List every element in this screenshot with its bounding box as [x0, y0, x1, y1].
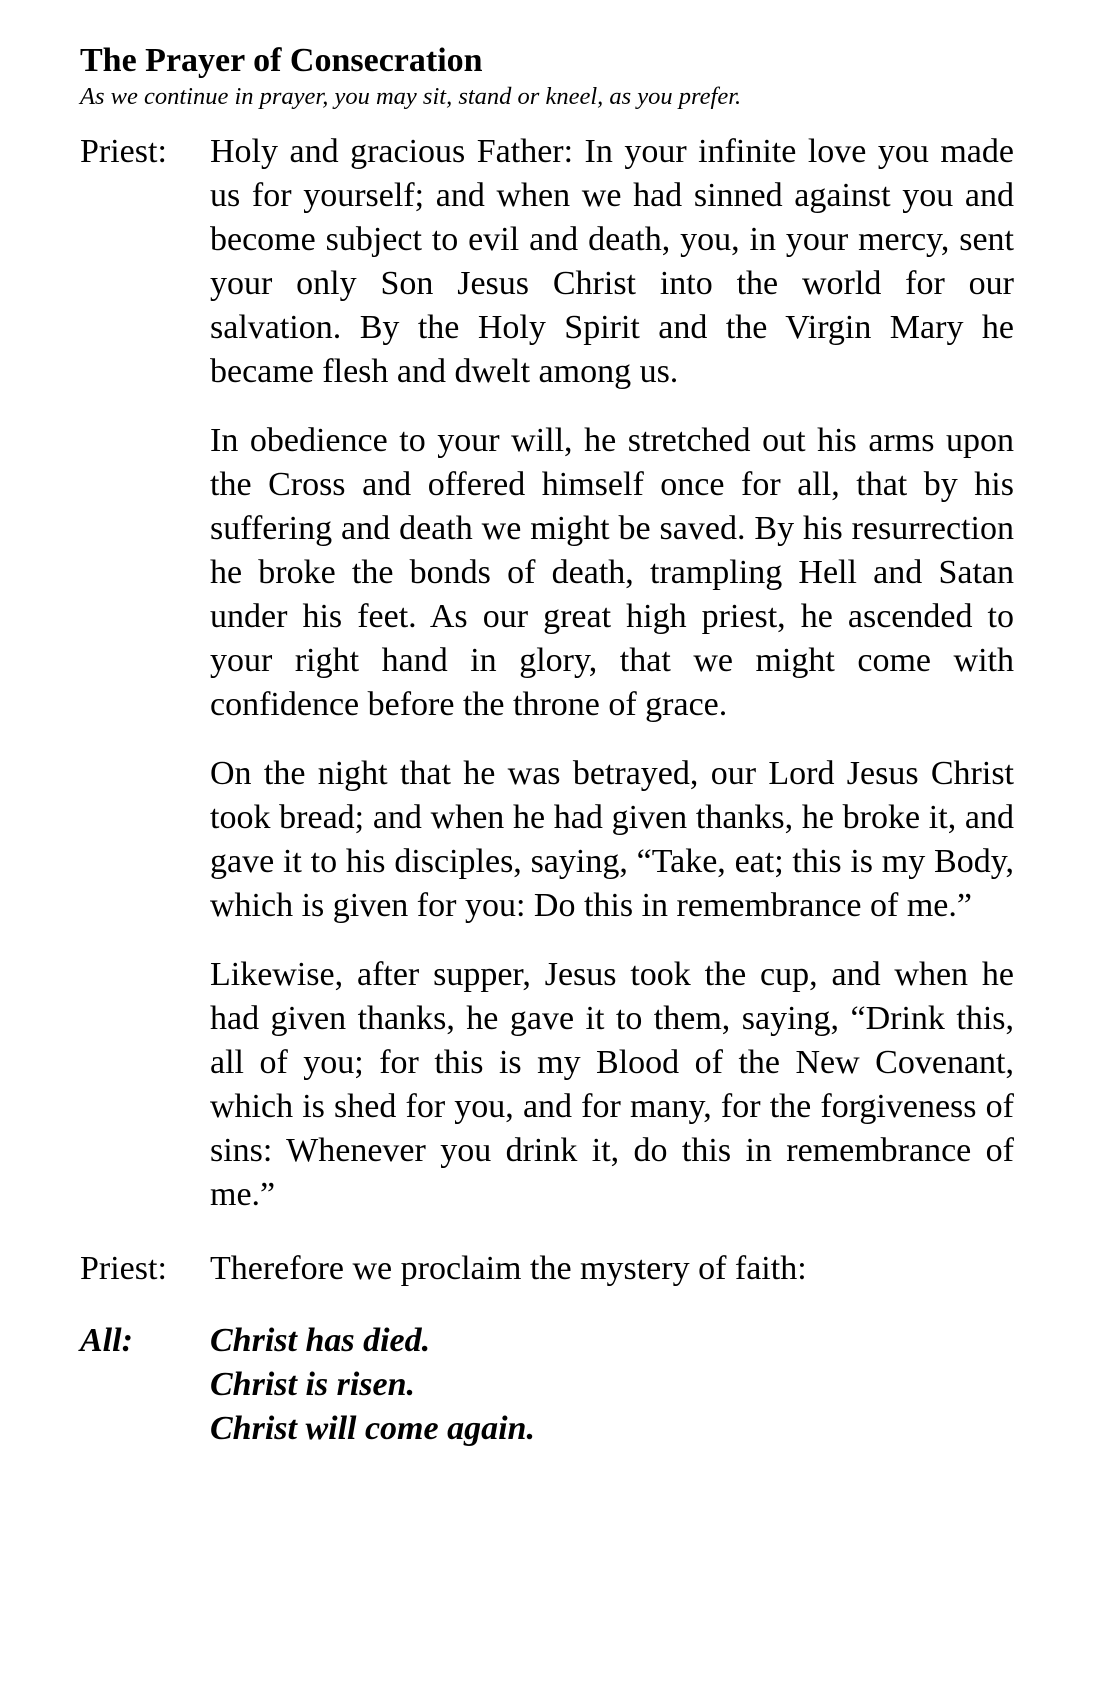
- response-line: Christ has died.: [210, 1322, 431, 1359]
- speaker-label-all: All:: [80, 1322, 133, 1359]
- prayer-paragraph: Likewise, after supper, Jesus took the cup, and when he had given thanks, he gave it to them, saying, “Drink this, all of you; for this is my Blood of the New Covenant, which is shed for you, and for many, for the forgiveness of sins: Whenever you drink it, do this in remembrance of me.”: [210, 956, 1014, 1213]
- response-line: Christ will come again.: [210, 1410, 535, 1447]
- priest-prayer-block: [80, 130, 1020, 1217]
- section-title: The Prayer of Consecration: [80, 42, 483, 79]
- all-response-block: [80, 1319, 1020, 1451]
- document-page: [80, 40, 1020, 1451]
- prayer-paragraph: In obedience to your will, he stretched out his arms upon the Cross and offered himself once for all, that by his suffering and death we might be saved. By his resurrection he broke the bonds of death, trampling Hell and Satan under his feet. As our great high priest, he ascended to your right hand in glory, that we might come with confidence before the throne of grace.: [210, 422, 1014, 723]
- speaker-label-priest: Priest:: [80, 1250, 167, 1287]
- prayer-paragraph: On the night that he was betrayed, our Lord Jesus Christ took bread; and when he had given thanks, he broke it, and gave it to his disciples, saying, “Take, eat; this is my Body, which is given for you: Do this in remembrance of me.”: [210, 755, 1014, 924]
- priest-proclaim-block: [80, 1247, 1020, 1291]
- prayer-paragraph: Holy and gracious Father: In your infinite love you made us for yourself; and when we had sinned against you and become subject to evil and death, you, in your mercy, sent your only Son Jesus Christ into the world for our salvation. By the Holy Spirit and the Virgin Mary he became flesh and dwelt among us.: [210, 133, 1014, 390]
- all-response-text: [210, 1319, 1014, 1451]
- priest-proclaim-text: Therefore we proclaim the mystery of faith:: [210, 1250, 807, 1287]
- priest-proclaim-text-wrap: [210, 1247, 1014, 1291]
- posture-instruction: As we continue in prayer, you may sit, stand or kneel, as you prefer.: [80, 83, 742, 110]
- speaker-label-priest: Priest:: [80, 133, 167, 170]
- response-line: Christ is risen.: [210, 1366, 416, 1403]
- priest-prayer-text: [210, 130, 1014, 1217]
